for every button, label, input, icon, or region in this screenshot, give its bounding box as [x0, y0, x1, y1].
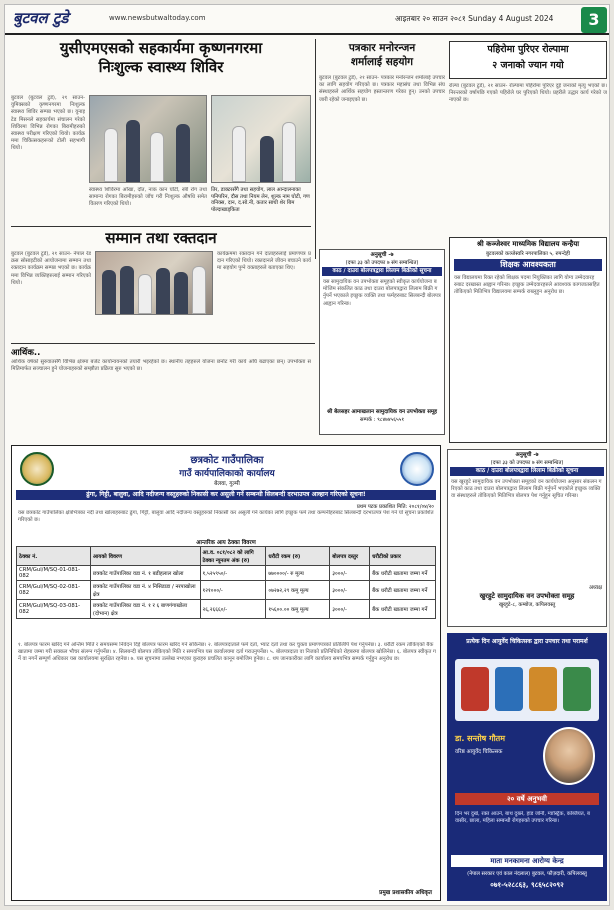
cell-min: १२१०००/- [200, 581, 266, 600]
chhatrakot-intro: यस छत्रकोट गाउँपालिका क्षेत्रभित्रका नदी तथा खोलाहरुबाट ढुंगा, गिट्टी, बालुवा आदि नदीजन्य वस्तुहरुको निकासी कर असुली गर्ने कार्यका लागि इच्छुक फर्म तथा कम्पनीहरुबाट सिलबन्दी दरभाउपत्र पेश गर्न यो सूचना प्रकाशित गरिएको छ। [18, 510, 434, 524]
chhatrakot-location: बेलवा, गुल्मी [214, 481, 240, 487]
table-row [17, 566, 436, 581]
chhatrakot-banner: ढुंगा, गिट्टी, बालुवा, आदि नदीजन्य वस्तुहरुको निकासी कर असुली गर्ने सम्बन्धी सिलबन्दी दरभाउपत्र आव्हान गरिएको सूचना! [16, 490, 436, 500]
tender-table-caption: आन्तरिक आय ठेक्का विवरण [196, 540, 256, 546]
cell-id: CRM/Gul/M/SQ-03-081-082 [17, 600, 91, 619]
story3-headline [319, 41, 445, 69]
masthead [5, 5, 610, 35]
cell-fee: ३०००/- [330, 600, 370, 619]
forest-notice-2-label: अनुसूची -७ [515, 452, 539, 458]
story4-body: रोल्पा (बुटवल टुडे), २१ साउन- रोल्पामा पहिरोमा पुरिएर दुई जनाको मृत्यु भएको छ। निरन्तरको वर्षापछि गएको पहिरोले घर पुरिएको थियो। प्रहरीले उद्धार कार्य गरेको जनाएको छ। [449, 83, 607, 104]
chhatrakot-org-line2: गाउँ कार्यपालिकाको कार्यालय [179, 469, 275, 479]
clinic-advertisement [447, 633, 607, 901]
clinic-ad-headline: प्रत्येक दिन आयुर्वेद चिकित्सक द्वारा उपचार तथा परामर्श [466, 638, 588, 645]
forest-notice-1-rule: (दफा ३३ को उपदफा ७ संग सम्बन्धित) [345, 260, 419, 266]
municipality-logo-icon [400, 452, 434, 486]
school-notice-title: श्री कञ्जेश्वर माध्यमिक विद्यालय कन्हैया [476, 240, 580, 248]
school-notice [449, 237, 607, 443]
cell-desc: छत्रकोट गाउँपालिका वडा नं. १ र ६ बाणगंगाखोला (दोभान) क्षेत्र [90, 600, 200, 619]
forest-notice-1-label: अनुसूची -७ [370, 252, 394, 258]
chhatrakot-footer-sign: प्रमुख प्रशासकीय अधिकृत [379, 890, 432, 896]
clinic-doctor-title: वरिष्ठ आयुर्वेद चिकित्सक [455, 749, 503, 755]
story4-headline-line2: २ जनाको ज्यान गयो [492, 60, 564, 71]
cell-deposit: ०७२७२,२९ कमू मूल्य [266, 581, 330, 600]
clinic-address: (नेपाल सरकार एवं काल नंदलाल) बुटवल, फौज़दारी, कपिलवस्तु [467, 871, 587, 877]
clinic-experience: २० वर्षे अनुभवी [455, 793, 599, 805]
story2-body-col1: बुटवल (बुटवल टुडे), २१ साउन- नेपाल रेडक्रस सोसाइटीको आयोजनामा सम्मान तथा रक्तदान कार्यक्रम सम्पन्न भएको छ। कार्यक्रममा विभिन्न व्यक्तिहरुलाई सम्मान गरिएको थियो। [11, 251, 91, 286]
chhatrakot-org-line1: छत्रकोट गाउँपालिका [190, 455, 264, 466]
story1-headline-line1: युसीएमएसको सहकार्यमा कृष्णनगरमा [59, 39, 263, 57]
story1-photo-right [211, 95, 311, 183]
col-header-fee: बोलपत्र दस्तुर [330, 547, 370, 566]
cell-type: बैंक धरौटी खातामा जम्मा गर्ने [370, 566, 436, 581]
school-notice-banner: शिक्षक आवश्यकता [454, 259, 602, 271]
col-header-deposit: धरौटी रकम (रु) [266, 547, 330, 566]
forest-notice-2-rule: (दफा ३३ को उपदफा ७ संग सम्बन्धित) [490, 460, 564, 466]
forest-notice-1-phone: सम्पर्क : ९८४७४५६५५१ [359, 417, 405, 423]
clinic-ad-body: दिन भर दुखे, रक्त आउने, बाथ दुख्ने, हाड जोर्नी, ग्यास्ट्रिक, कब्जियत, बवासीर, छाला, महिला सम्बन्धी रोगहरुको उपचार गरिन्छ। [455, 811, 591, 825]
cell-type: बैंक धरौटी खातामा जम्मा गर्ने [370, 581, 436, 600]
condition-illustration-icon [495, 667, 523, 711]
condition-illustration-icon [529, 667, 557, 711]
clinic-center-name: माता मनकामना आरोग्य केन्द्र [451, 855, 603, 867]
story2-photo [95, 251, 213, 315]
chhatrakot-conditions: १. बोलपत्र फारम खरिद गर्ने अन्तिम मिति र समयसम्म निवेदन दिई बोलपत्र फारम खरिद गर्न सकिनेछ। २. बोलपत्रदाताले फर्म दर्ता, भ्याट दर्ता तथा कर चुक्ता प्रमाणपत्रको प्रतिलिपि पेश गर्नुपर्नेछ। ३. धरौटी रकम तोकिएको बैंक खातामा जम्मा गरी सक्कल भौचर संलग्न गर्नुपर्नेछ। ४. सिलबन्दी बोलपत्र तोकिएको मिति र समयभित्र यस कार्यालयमा दर्ता गराउनुपर्नेछ। ५. बोलपत्रदाता वा निजको प्रतिनिधिको रोहबरमा बोलपत्र खोलिनेछ। ६. बोलपत्र स्वीकृत गर्ने वा नगर्ने सम्पूर्ण अधिकार यस कार्यालयमा सुरक्षित रहनेछ। ७. यस सूचनामा उल्लेख नभएका कुराहरु प्रचलित कानून बमोजिम हुनेछ। ८. थप जानकारीका लागि कार्यालय समयभित्र सम्पर्क गर्नुहुन अनुरोध छ। [18, 642, 436, 663]
clinic-doctor-name: डा. सन्तोष गौतम [455, 734, 506, 743]
table-row [17, 581, 436, 600]
story3-body: बुटवल (बुटवल टुडे), २१ साउन- पत्रकार मनोरन्जन शर्मालाई उपचारका लागि सहयोग गरिएको छ। पत्रकार महासंघ तथा विभिन्न संघ संस्थाहरुले आर्थिक सहयोग हस्तान्तरण गरेका हुन्। उनको उपचार जारी रहेको जनाइएको छ। [319, 75, 445, 103]
story1-caption: तिर, डाक्टरसँगै तथा सहयोग, लाल आन्दालनाका पनिपरिन, दौस तथा नियम लेन, शुल्क नाम घोटी, गण वनिक्स, दान, द.सो.नी, कतार साथी शेर बिम पोल्दाखाड्किता [211, 187, 310, 213]
story3-headline-line1: पत्रकार मनोरन्जन [348, 42, 416, 54]
chhatrakot-first-pub: प्रथम पटक प्रकाशित मिति: २०८१/०४/२० [356, 504, 434, 510]
forest-notice-2-sign-sub: खुरहुटे-८, कम्बोज, कपिलवस्तु [498, 602, 556, 608]
section-rule [11, 226, 311, 227]
col-header-min: आ.व. ०८१/०८२ को लागि ठेक्का न्यूनतम अंक (रु) [200, 547, 266, 566]
story2-body-col2: कार्यक्रममा रक्तदान गर्ने दाताहरुलाई प्रमाणपत्र प्रदान गरिएको थियो। रक्तदानले जीवन बचाउने कार्यमा सहयोग पुग्ने वक्ताहरुले बताएका थिए। [217, 251, 311, 272]
story1-headline [11, 39, 311, 77]
cell-min: १,५२५९५०/- [200, 566, 266, 581]
cell-fee: ३०००/- [330, 566, 370, 581]
brand-logo: बुटवल टुडे [13, 9, 69, 27]
col-header-desc: आयको विवरण [90, 547, 200, 566]
story2-headline: सम्मान तथा रक्तदान [105, 229, 217, 247]
clinic-ad-conditions-strip [455, 659, 599, 721]
story4-headline-box [449, 41, 607, 79]
cell-id: CRM/Gul/M/SQ-02-081-082 [17, 581, 91, 600]
forest-notice-1-body: यस सामुदायिक वन उपभोक्ता समूहको स्वीकृत कार्ययोजना बमोजिम संकलित काठ तथा दाउरा बोलपत्रद्वारा लिलाम बिक्री गर्नुपर्ने भएकाले इच्छुक व्यक्ति तथा फर्महरुबाट सिलबन्दी बोलपत्र आह्वान गरिन्छ। [323, 279, 441, 307]
cell-deposit: ७७००००/- रु मूल्य [266, 566, 330, 581]
story3-headline-line2: शर्मालाई सहयोग [350, 56, 414, 68]
cell-min: २६,२६६६०/- [200, 600, 266, 619]
dateline: आइतबार २० साउन २०८१ Sunday 4 August 2024 [395, 14, 554, 23]
story5-body: आर्थिक वर्षको सुरुवातसँगै विभिन्न क्षेत्रमा बजेट कार्यान्वयनको तयारी भइरहेको छ। स्थानीय तहहरुले योजना छनोट गरी कार्य अघि बढाएका छन्। उपभोक्ता समितिमार्फत सञ्चालन हुने योजनाहरुको सम्झौता प्रक्रिया सुरु भएको छ। [11, 359, 311, 373]
col-header-type: धरौटीको प्रकार [370, 547, 436, 566]
forest-notice-2-subject: काठ / दाउरा बोलपत्रद्वारा लिलाम बिक्रीको सूचना [450, 467, 604, 476]
forest-notice-2-body: यस खुरहुटे सामुदायिक वन उपभोक्ता समूहको वन कार्ययोजना अनुसार संकलन गरिएको काठ तथा दाउरा बोलपत्रद्वारा लिलाम बिक्री गर्नुपर्ने भएकोले इच्छुक व्यक्ति वा संस्थाहरुले तोकिएको मितिभित्र बोलपत्र पेश गर्नुहुन सूचित गरिन्छ। [451, 479, 602, 500]
chhatrakot-tender-notice [11, 445, 441, 901]
story5-headline: आर्थिक.. [11, 348, 41, 358]
story1-photo-left [89, 95, 207, 183]
story1-body-col1: बुटवल (बुटवल टुडे), २१ साउन- युमिक्सको कृष्णनगरमा निःशुल्क स्वास्थ्य शिविर सम्पन्न भएको छ। युनाइटेड मिसनले सहकार्यमा संचालन गरेको शिविरमा विभिन्न रोगका बिरामीहरुको स्वास्थ्य परीक्षण गरिएको थियो। कार्यक्रममा चिकित्सकहरूको टोली सहभागी थियो। [11, 95, 85, 152]
story1-headline-line2: निःशुल्क स्वास्थ्य शिविर [98, 58, 224, 76]
school-notice-body: यस विद्यालयमा रिक्त रहेको शिक्षक पदमा नियुक्तिका लागि योग्य उम्मेदवारहरुबाट दरखास्त आह्वान गरिन्छ। इच्छुक उम्मेदवारहरुले आवश्यक कागजातसहित तोकिएको मितिभित्र विद्यालयमा सम्पर्क राख्नुहुन अनुरोध छ। [454, 275, 600, 296]
site-url[interactable]: www.newsbutwaltoday.com [109, 14, 206, 22]
tender-table [16, 546, 436, 619]
story1-body-col2: स्वास्थ्य शिविरमा आँखा, दाँत, नाक कान घाँटी, स्त्री रोग तथा सामान्य रोगका बिरामीहरुको जाँच गरी निःशुल्क औषधि समेत वितरण गरिएको थियो। [89, 187, 207, 208]
forest-notice-2-sign: खुरहुटे सामुदायिक वन उपभोक्ता समूह [479, 592, 575, 600]
column-divider [315, 39, 316, 259]
table-row [17, 600, 436, 619]
forest-notice-2 [447, 449, 607, 627]
doctor-photo [543, 727, 595, 785]
cell-type: बैंक धरौटी खातामा जम्मा गर्ने [370, 600, 436, 619]
cell-fee: ३०००/- [330, 581, 370, 600]
clinic-phone[interactable]: ०७१-५२८८६३, ९८६५८२०९२ [490, 881, 564, 889]
cell-id: CRM/Gul/M/SQ-01-081-082 [17, 566, 91, 581]
section-rule [11, 343, 315, 344]
page-number-badge: 3 [581, 7, 607, 33]
forest-notice-1-subject: काठ / दाउरा बोलपत्रद्वारा लिलाम बिक्रीको सूचना [322, 267, 442, 276]
condition-illustration-icon [563, 667, 591, 711]
col-header-id: ठेक्का नं. [17, 547, 91, 566]
forest-notice-1-sign: श्री बेलसहर आमाखलान सामुदायिक वन उपभोक्ता समूह [327, 409, 437, 415]
tender-table-header [17, 547, 436, 566]
nepal-emblem-icon [20, 452, 54, 486]
cell-desc: छत्रकोट गाउँपालिका वडा नं. १ बडीहलाल खोला [90, 566, 200, 581]
forest-notice-2-sign-label: अध्यक्ष [588, 585, 602, 591]
condition-illustration-icon [461, 667, 489, 711]
cell-desc: छत्रकोट गाउँपालिका वडा नं. ४ निसिडाडा / नरपाखोला क्षेत्र [90, 581, 200, 600]
story4-headline-line1: पहिरोमा पुरिएर रोल्पामा [487, 44, 569, 55]
newspaper-page [4, 4, 610, 906]
school-notice-subtitle: बुटवलको कञ्जेस्वरि नगरपालिका ५, रुपन्देही [486, 251, 570, 257]
forest-notice-1 [319, 249, 445, 435]
cell-deposit: १५६००.०० कमू मूल्य [266, 600, 330, 619]
